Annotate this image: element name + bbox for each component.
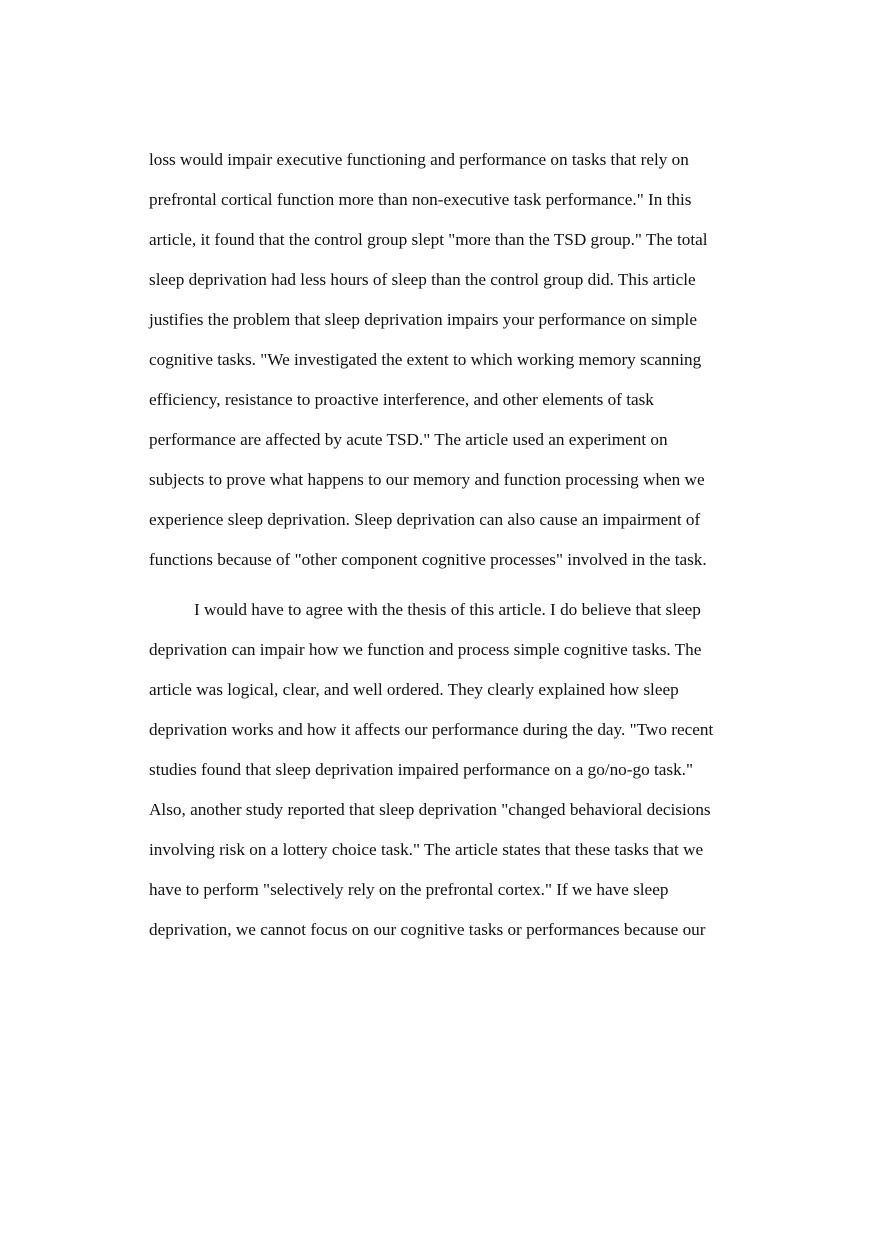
text-line: performance are affected by acute TSD." The article used an experiment on xyxy=(149,430,668,449)
text-line: deprivation can impair how we function and process simple cognitive tasks. The xyxy=(149,640,702,659)
paragraph-1 xyxy=(149,140,739,580)
paragraph-spacing xyxy=(149,580,739,590)
text-line-indented: I would have to agree with the thesis of this article. I do believe that sleep xyxy=(194,600,701,619)
text-line: subjects to prove what happens to our memory and function processing when we xyxy=(149,470,705,489)
text-line: loss would impair executive functioning and performance on tasks that rely on xyxy=(149,150,689,169)
text-line: experience sleep deprivation. Sleep deprivation can also cause an impairment of xyxy=(149,510,701,529)
text-line: prefrontal cortical function more than non-executive task performance." In this xyxy=(149,190,692,209)
text-line: efficiency, resistance to proactive interference, and other elements of task xyxy=(149,390,654,409)
text-line: functions because of "other component cognitive processes" involved in the task. xyxy=(149,550,707,569)
text-line: article was logical, clear, and well ordered. They clearly explained how sleep xyxy=(149,680,679,699)
text-line: studies found that sleep deprivation impaired performance on a go/no-go task." xyxy=(149,760,693,779)
text-line: involving risk on a lottery choice task." The article states that these tasks that we xyxy=(149,840,704,859)
text-line: article, it found that the control group slept "more than the TSD group." The total xyxy=(149,230,708,249)
text-line: Also, another study reported that sleep deprivation "changed behavioral decisions xyxy=(149,800,711,819)
text-line xyxy=(149,950,739,990)
text-line: have to perform "selectively rely on the prefrontal cortex." If we have sleep xyxy=(149,880,669,899)
paragraph-2 xyxy=(149,590,739,990)
text-line: deprivation, we cannot focus on our cognitive tasks or performances because our xyxy=(149,920,706,939)
text-line: sleep deprivation had less hours of sleep than the control group did. This article xyxy=(149,270,696,289)
text-line: cognitive tasks. "We investigated the extent to which working memory scanning xyxy=(149,350,702,369)
text-line: justifies the problem that sleep deprivation impairs your performance on simple xyxy=(149,310,697,329)
text-line: deprivation works and how it affects our performance during the day. "Two recent xyxy=(149,720,714,739)
body-text xyxy=(149,140,739,990)
